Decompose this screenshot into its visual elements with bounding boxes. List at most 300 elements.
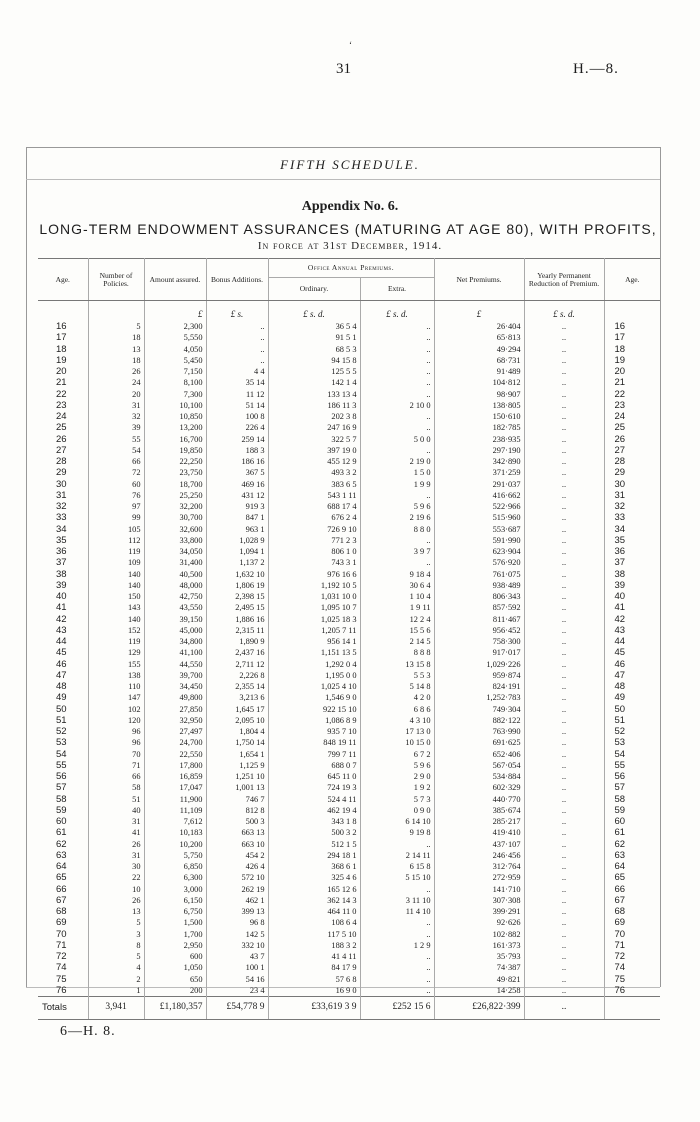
row-reduction: .. — [524, 861, 604, 872]
row-amount: 24,700 — [144, 737, 206, 748]
row-policies: 2 — [88, 974, 144, 985]
row-age-right: 71 — [614, 939, 626, 951]
row-net: 49·821 — [434, 974, 524, 985]
row-policies: 120 — [88, 715, 144, 726]
row-extra: 1 5 0 — [360, 467, 434, 478]
row-bonus: 23 4 — [206, 985, 268, 997]
row-bonus: 469 16 — [206, 479, 268, 490]
row-bonus: 663 10 — [206, 839, 268, 850]
unit-bonus: £ s. — [206, 301, 268, 322]
row-age-right: 45 — [614, 647, 626, 659]
row-bonus: 332 10 — [206, 940, 268, 951]
row-age-right: 52 — [614, 726, 626, 737]
totals-policies: 3,941 — [88, 997, 144, 1020]
row-ordinary: 94 15 8 — [268, 355, 360, 366]
row-ordinary: 125 5 5 — [268, 366, 360, 377]
table-row — [38, 681, 660, 692]
row-amount: 33,800 — [144, 535, 206, 546]
row-age: 52 — [38, 726, 88, 737]
row-extra: 30 6 4 — [360, 580, 434, 591]
row-bonus: 1,125 9 — [206, 760, 268, 771]
row-extra: .. — [360, 411, 434, 422]
row-reduction: .. — [524, 535, 604, 546]
row-amount: 5,450 — [144, 355, 206, 366]
row-age: 42 — [38, 614, 88, 625]
row-policies: 147 — [88, 692, 144, 703]
row-ordinary: 1,095 10 7 — [268, 602, 360, 613]
row-reduction: .. — [524, 906, 604, 917]
row-reduction: .. — [524, 872, 604, 883]
row-amount: 39,150 — [144, 614, 206, 625]
footer-reference: 6—H. 8. — [60, 1024, 116, 1039]
row-policies: 4 — [88, 962, 144, 973]
row-ordinary: 165 12 6 — [268, 884, 360, 895]
schedule-title: FIFTH SCHEDULE. — [280, 157, 420, 172]
row-bonus: 11 12 — [206, 389, 268, 400]
row-amount: 22,250 — [144, 456, 206, 467]
row-ordinary: 799 7 11 — [268, 749, 360, 760]
row-reduction: .. — [524, 501, 604, 512]
table-row — [38, 602, 660, 613]
table-row — [38, 670, 660, 681]
row-amount: 39,700 — [144, 670, 206, 681]
row-ordinary: 16 9 0 — [268, 985, 360, 997]
row-net: 399·291 — [434, 906, 524, 917]
row-ordinary: 724 19 3 — [268, 782, 360, 793]
row-amount: 7,300 — [144, 389, 206, 400]
row-age: 59 — [38, 805, 88, 816]
row-reduction: .. — [524, 850, 604, 861]
row-age: 68 — [38, 906, 88, 917]
frame-right-rule — [660, 147, 661, 987]
row-policies: 26 — [88, 839, 144, 850]
row-policies: 31 — [88, 400, 144, 411]
col-header-extra: Extra. — [360, 278, 434, 301]
row-bonus: 100 8 — [206, 411, 268, 422]
row-bonus: 462 1 — [206, 895, 268, 906]
row-ordinary: 1,195 0 0 — [268, 670, 360, 681]
row-reduction: .. — [524, 591, 604, 602]
row-bonus: 3,213 6 — [206, 692, 268, 703]
row-age: 44 — [38, 636, 88, 647]
table-row — [38, 625, 660, 636]
row-policies: 72 — [88, 467, 144, 478]
row-extra: 2 19 6 — [360, 512, 434, 523]
row-amount: 32,950 — [144, 715, 206, 726]
table-body — [38, 301, 660, 997]
row-age-right: 23 — [614, 399, 626, 411]
row-net: 419·410 — [434, 827, 524, 838]
row-bonus: 2,495 15 — [206, 602, 268, 613]
row-net: 161·373 — [434, 940, 524, 951]
row-net: 312·764 — [434, 861, 524, 872]
row-reduction: .. — [524, 389, 604, 400]
row-net: 652·406 — [434, 749, 524, 760]
row-bonus: 2,095 10 — [206, 715, 268, 726]
row-amount: 44,550 — [144, 659, 206, 670]
row-age-right: 30 — [614, 478, 626, 490]
row-amount: 2,950 — [144, 940, 206, 951]
row-bonus: 1,804 4 — [206, 726, 268, 737]
row-age-right: 51 — [614, 714, 626, 726]
row-net: 285·217 — [434, 816, 524, 827]
row-extra: .. — [360, 929, 434, 940]
row-amount: 41,100 — [144, 647, 206, 658]
row-net: 917·017 — [434, 647, 524, 658]
row-reduction: .. — [524, 737, 604, 748]
row-amount: 13,200 — [144, 422, 206, 433]
row-age: 34 — [38, 524, 88, 535]
row-reduction: .. — [524, 974, 604, 985]
table-row — [38, 884, 660, 895]
row-policies: 66 — [88, 771, 144, 782]
totals-row — [38, 997, 660, 1020]
totals-reduction: .. — [524, 997, 604, 1020]
row-age: 41 — [38, 602, 88, 613]
row-amount: 200 — [144, 985, 206, 997]
row-ordinary: 464 11 0 — [268, 906, 360, 917]
row-age: 47 — [38, 670, 88, 681]
row-reduction: .. — [524, 625, 604, 636]
row-reduction: .. — [524, 827, 604, 838]
row-policies: 18 — [88, 332, 144, 343]
row-extra: 5 9 6 — [360, 760, 434, 771]
row-policies: 31 — [88, 850, 144, 861]
row-reduction: .. — [524, 479, 604, 490]
row-amount: 17,047 — [144, 782, 206, 793]
row-age-right: 31 — [614, 489, 626, 501]
table-row — [38, 591, 660, 602]
row-reduction: .. — [524, 490, 604, 501]
row-net: 522·966 — [434, 501, 524, 512]
row-net: 49·294 — [434, 344, 524, 355]
row-net: 74·387 — [434, 962, 524, 973]
row-reduction: .. — [524, 411, 604, 422]
col-header-net: Net Premiums. — [434, 259, 524, 301]
row-policies: 3 — [88, 929, 144, 940]
row-age-right: 63 — [614, 849, 626, 861]
row-age-right: 24 — [614, 411, 626, 422]
row-age-right: 25 — [614, 422, 626, 434]
row-net: 763·990 — [434, 726, 524, 737]
row-policies: 138 — [88, 670, 144, 681]
row-ordinary: 976 16 6 — [268, 569, 360, 580]
row-bonus: 663 13 — [206, 827, 268, 838]
row-extra: .. — [360, 422, 434, 433]
table-row — [38, 827, 660, 838]
row-reduction: .. — [524, 434, 604, 445]
row-bonus: 1,251 10 — [206, 771, 268, 782]
row-ordinary: 743 3 1 — [268, 557, 360, 568]
table-row — [38, 929, 660, 940]
row-policies: 55 — [88, 434, 144, 445]
row-extra: 2 10 0 — [360, 400, 434, 411]
row-age-right: 29 — [614, 467, 626, 479]
row-age-right: 33 — [614, 512, 626, 524]
row-reduction: .. — [524, 636, 604, 647]
row-age: 60 — [38, 816, 88, 827]
totals-amount: £1,180,357 — [144, 997, 206, 1020]
row-net: 14·258 — [434, 985, 524, 997]
row-extra: .. — [360, 445, 434, 456]
row-ordinary: 117 5 10 — [268, 929, 360, 940]
table-row — [38, 715, 660, 726]
table-row — [38, 647, 660, 658]
row-policies: 97 — [88, 501, 144, 512]
row-reduction: .. — [524, 456, 604, 467]
row-net: 371·259 — [434, 467, 524, 478]
table-row — [38, 479, 660, 490]
row-age: 24 — [38, 411, 88, 422]
row-ordinary: 383 6 5 — [268, 479, 360, 490]
row-amount: 1,700 — [144, 929, 206, 940]
table-row — [38, 614, 660, 625]
row-policies: 96 — [88, 726, 144, 737]
row-extra: .. — [360, 389, 434, 400]
col-header-reduction: Yearly Permanent Reduction of Premium. — [524, 259, 604, 301]
row-net: 141·710 — [434, 884, 524, 895]
row-net: 182·785 — [434, 422, 524, 433]
row-age: 58 — [38, 794, 88, 805]
row-extra: .. — [360, 490, 434, 501]
col-header-ordinary: Ordinary. — [268, 278, 360, 301]
row-bonus: 426 4 — [206, 861, 268, 872]
row-extra: 1 9 11 — [360, 602, 434, 613]
row-net: 806·343 — [434, 591, 524, 602]
col-header-bonus: Bonus Additions. — [206, 259, 268, 301]
row-ordinary: 922 15 10 — [268, 704, 360, 715]
row-ordinary: 294 18 1 — [268, 850, 360, 861]
row-bonus: 142 5 — [206, 929, 268, 940]
row-age-right: 74 — [614, 962, 626, 974]
row-age-right: 38 — [614, 568, 626, 580]
row-amount: 18,700 — [144, 479, 206, 490]
row-age-right: 43 — [614, 624, 626, 636]
row-extra: 2 19 0 — [360, 456, 434, 467]
row-policies: 60 — [88, 479, 144, 490]
row-age: 39 — [38, 580, 88, 591]
row-policies: 99 — [88, 512, 144, 523]
row-policies: 66 — [88, 456, 144, 467]
row-age: 29 — [38, 467, 88, 478]
row-policies: 109 — [88, 557, 144, 568]
row-bonus: 1,028 9 — [206, 535, 268, 546]
row-amount: 7,612 — [144, 816, 206, 827]
row-net: 824·191 — [434, 681, 524, 692]
row-reduction: .. — [524, 692, 604, 703]
row-ordinary: 1,192 10 5 — [268, 580, 360, 591]
table-title: LONG-TERM ENDOWMENT ASSURANCES (MATURING AT AGE 80), WITH PROFITS, — [39, 221, 657, 237]
table-row — [38, 332, 660, 343]
row-policies: 13 — [88, 906, 144, 917]
row-extra: 4 2 0 — [360, 692, 434, 703]
row-amount: 6,150 — [144, 895, 206, 906]
row-policies: 58 — [88, 782, 144, 793]
table-row — [38, 861, 660, 872]
row-amount: 16,700 — [144, 434, 206, 445]
row-net: 515·960 — [434, 512, 524, 523]
row-bonus: 4 4 — [206, 366, 268, 377]
row-net: 437·107 — [434, 839, 524, 850]
row-reduction: .. — [524, 839, 604, 850]
frame-left-rule — [26, 147, 27, 987]
row-age: 67 — [38, 895, 88, 906]
row-net: 238·935 — [434, 434, 524, 445]
row-age-right: 55 — [614, 759, 626, 771]
row-bonus: 1,806 19 — [206, 580, 268, 591]
row-net: 246·456 — [434, 850, 524, 861]
row-extra: .. — [360, 557, 434, 568]
row-reduction: .. — [524, 951, 604, 962]
row-amount: 8,100 — [144, 377, 206, 388]
row-amount: 10,850 — [144, 411, 206, 422]
row-ordinary: 806 1 0 — [268, 546, 360, 557]
row-net: 68·731 — [434, 355, 524, 366]
table-row — [38, 726, 660, 737]
row-extra: .. — [360, 321, 434, 332]
table-row — [38, 434, 660, 445]
row-age: 48 — [38, 681, 88, 692]
row-policies: 8 — [88, 940, 144, 951]
row-amount: 10,183 — [144, 827, 206, 838]
row-policies: 54 — [88, 445, 144, 456]
row-age-right: 44 — [614, 636, 626, 647]
table-row — [38, 805, 660, 816]
row-bonus: 2,711 12 — [206, 659, 268, 670]
row-net: 307·308 — [434, 895, 524, 906]
row-ordinary: 493 3 2 — [268, 467, 360, 478]
row-bonus: 2,315 11 — [206, 625, 268, 636]
row-policies: 119 — [88, 636, 144, 647]
unit-ordinary: £ s. d. — [268, 301, 360, 322]
row-amount: 6,300 — [144, 872, 206, 883]
row-amount: 5,550 — [144, 332, 206, 343]
frame-top-rule — [26, 147, 660, 148]
row-reduction: .. — [524, 524, 604, 535]
unit-amount: £ — [144, 301, 206, 322]
row-extra: .. — [360, 884, 434, 895]
row-age-right: 17 — [614, 332, 626, 344]
row-age-right: 18 — [614, 343, 626, 355]
row-ordinary: 956 14 1 — [268, 636, 360, 647]
row-reduction: .. — [524, 782, 604, 793]
row-age: 49 — [38, 692, 88, 703]
row-policies: 112 — [88, 535, 144, 546]
row-bonus: 1,645 17 — [206, 704, 268, 715]
row-bonus: 226 4 — [206, 422, 268, 433]
row-extra: 13 15 8 — [360, 659, 434, 670]
row-age-right: 53 — [614, 737, 626, 749]
table-row — [38, 546, 660, 557]
row-ordinary: 1,031 10 0 — [268, 591, 360, 602]
table-row — [38, 692, 660, 703]
row-amount: 42,750 — [144, 591, 206, 602]
row-policies: 150 — [88, 591, 144, 602]
row-amount: 34,800 — [144, 636, 206, 647]
table-row — [38, 636, 660, 647]
row-age-right: 32 — [614, 501, 626, 512]
row-age: 76 — [38, 985, 88, 997]
row-amount: 650 — [144, 974, 206, 985]
row-age-right: 75 — [614, 973, 626, 985]
row-age: 16 — [38, 321, 88, 332]
row-policies: 10 — [88, 884, 144, 895]
row-reduction: .. — [524, 344, 604, 355]
row-age: 50 — [38, 704, 88, 715]
row-reduction: .. — [524, 895, 604, 906]
row-ordinary: 543 1 11 — [268, 490, 360, 501]
row-net: 857·592 — [434, 602, 524, 613]
row-amount: 16,859 — [144, 771, 206, 782]
table-row — [38, 985, 660, 997]
table-row — [38, 490, 660, 501]
table-row — [38, 704, 660, 715]
row-age: 53 — [38, 737, 88, 748]
row-reduction: .. — [524, 557, 604, 568]
row-amount: 22,550 — [144, 749, 206, 760]
row-extra: 5 15 10 — [360, 872, 434, 883]
row-age-right: 22 — [614, 388, 626, 400]
table-row — [38, 377, 660, 388]
row-net: 567·054 — [434, 760, 524, 771]
table-row — [38, 962, 660, 973]
row-policies: 22 — [88, 872, 144, 883]
row-age: 26 — [38, 434, 88, 445]
row-bonus: .. — [206, 321, 268, 332]
row-policies: 110 — [88, 681, 144, 692]
row-amount: 31,400 — [144, 557, 206, 568]
table-row — [38, 771, 660, 782]
row-ordinary: 84 17 9 — [268, 962, 360, 973]
row-age-right: 40 — [614, 591, 626, 602]
row-ordinary: 142 1 4 — [268, 377, 360, 388]
table-row — [38, 456, 660, 467]
row-reduction: .. — [524, 512, 604, 523]
row-ordinary: 676 2 4 — [268, 512, 360, 523]
row-net: 291·037 — [434, 479, 524, 490]
row-net: 385·674 — [434, 805, 524, 816]
row-policies: 70 — [88, 749, 144, 760]
row-ordinary: 186 11 3 — [268, 400, 360, 411]
row-extra: 1 9 9 — [360, 479, 434, 490]
row-ordinary: 688 0 7 — [268, 760, 360, 771]
row-age: 61 — [38, 827, 88, 838]
row-extra: 5 0 0 — [360, 434, 434, 445]
row-amount: 6,850 — [144, 861, 206, 872]
row-policies: 32 — [88, 411, 144, 422]
row-net: 1,029·226 — [434, 659, 524, 670]
row-age: 65 — [38, 872, 88, 883]
row-extra: 5 7 3 — [360, 794, 434, 805]
row-bonus: 100 1 — [206, 962, 268, 973]
row-net: 91·489 — [434, 366, 524, 377]
row-net: 102·882 — [434, 929, 524, 940]
row-amount: 27,497 — [144, 726, 206, 737]
row-policies: 18 — [88, 355, 144, 366]
row-reduction: .. — [524, 805, 604, 816]
row-extra: 8 8 0 — [360, 524, 434, 535]
table-row — [38, 917, 660, 928]
row-age-right: 72 — [614, 951, 626, 962]
row-ordinary: 771 2 3 — [268, 535, 360, 546]
row-age-right: 34 — [614, 523, 626, 535]
row-extra: .. — [360, 377, 434, 388]
row-reduction: .. — [524, 816, 604, 827]
row-age-right: 48 — [614, 681, 626, 692]
row-age: 62 — [38, 839, 88, 850]
row-extra: 9 19 8 — [360, 827, 434, 838]
row-reduction: .. — [524, 332, 604, 343]
